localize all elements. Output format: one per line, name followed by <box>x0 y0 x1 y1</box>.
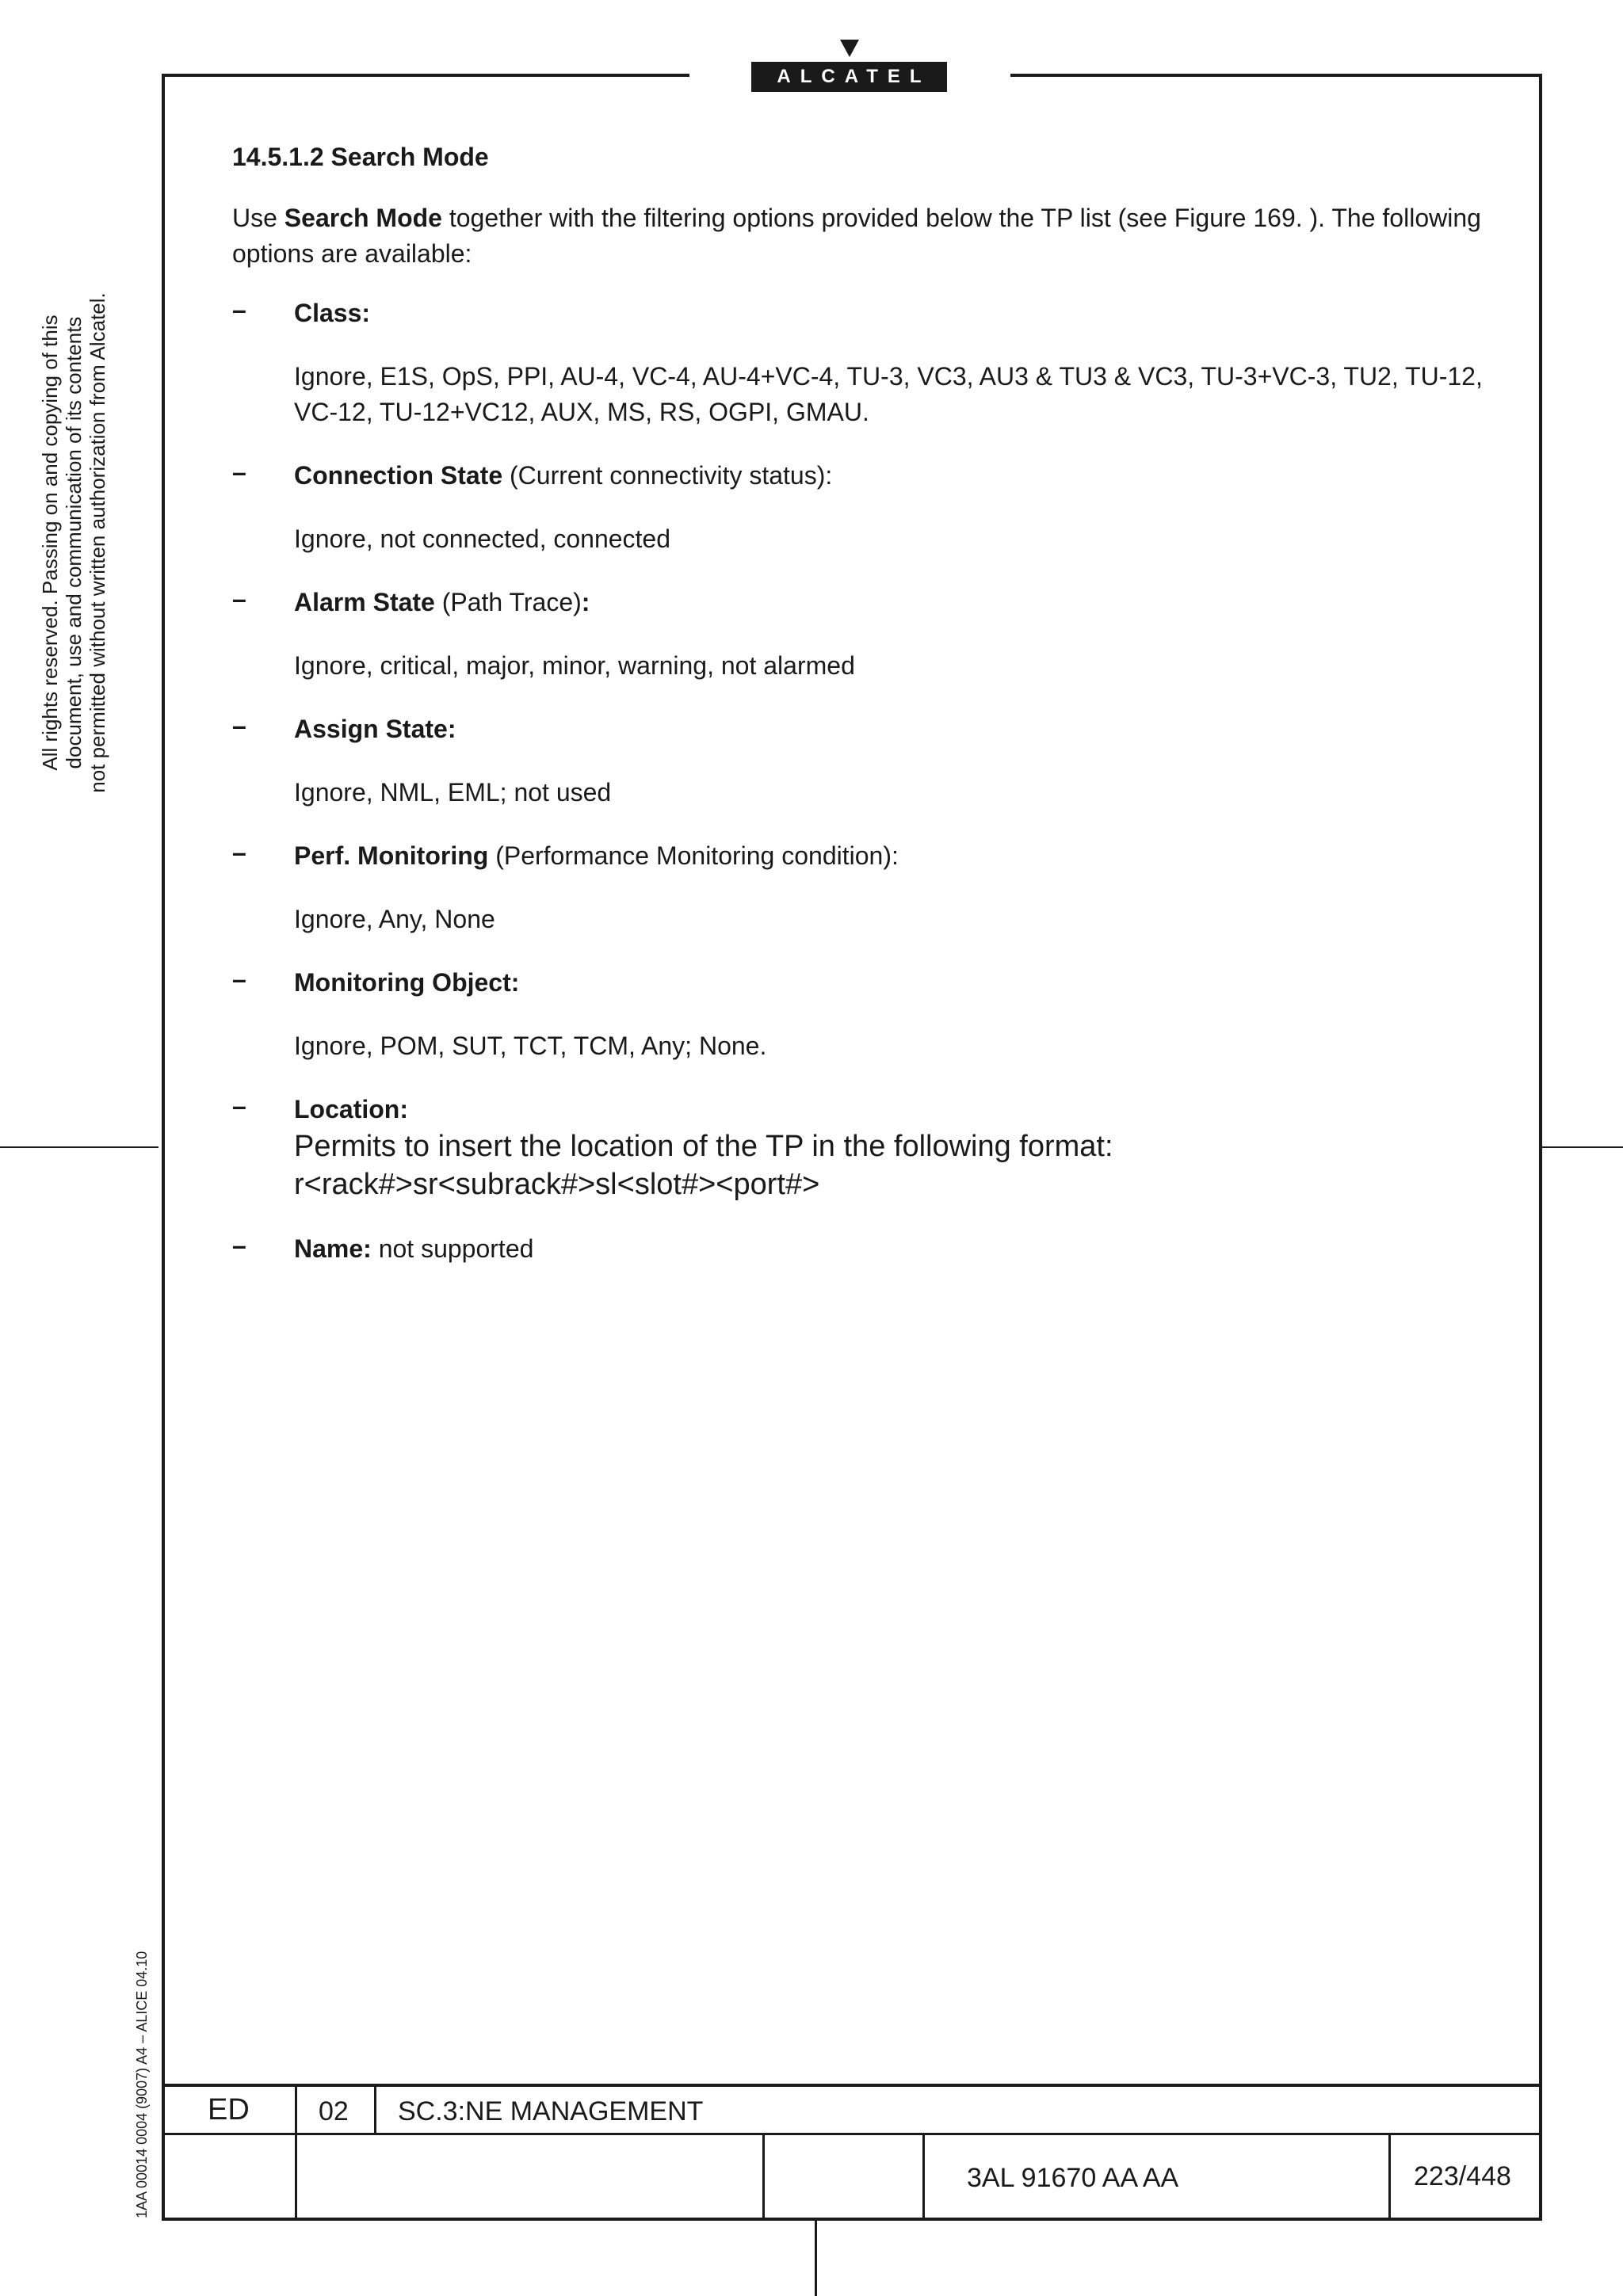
item-label-rest: (Path Trace) <box>434 588 582 616</box>
intro-paragraph <box>232 200 1484 272</box>
footer-doc-code: 3AL 91670 AA AA <box>967 2163 1179 2193</box>
section-heading: 14.5.1.2 Search Mode <box>232 143 489 171</box>
item-label-bold: Connection State <box>294 461 503 490</box>
item-value-line-2: r<rack#>sr<subrack#>sl<slot#><port#> <box>294 1168 820 1201</box>
item-value: Ignore, NML, EML; not used <box>294 778 612 807</box>
intro-prefix: Use <box>232 204 285 232</box>
item-label <box>294 296 1484 331</box>
footer-edition: 02 <box>319 2096 349 2126</box>
item-label-bold: Location: <box>294 1095 408 1123</box>
form-code: 1AA 00014 0004 (9007) A4 – ALICE 04.10 <box>134 1951 150 2218</box>
list-dash: – <box>232 711 246 740</box>
footer-divider <box>374 2084 376 2133</box>
list-item-alarm-state <box>232 585 1484 684</box>
footer-mid-rule <box>162 2133 1542 2135</box>
fold-mark-bottom <box>815 2221 817 2296</box>
intro-suffix: together with the filtering options provided below the TP list (see Figure 169. ). The following options are available: <box>232 204 1481 268</box>
item-value: Ignore, Any, None <box>294 905 495 933</box>
footer-divider <box>762 2133 765 2221</box>
list-item-perf-monitoring <box>232 838 1484 937</box>
item-label-bold: Perf. Monitoring <box>294 841 489 870</box>
footer-ed-label: ED <box>208 2093 250 2126</box>
footer-table <box>162 2084 1542 2221</box>
list-dash: – <box>232 838 246 867</box>
footer-section-title: SC.3:NE MANAGEMENT <box>398 2096 704 2126</box>
logo-triangle-icon <box>840 40 859 57</box>
fold-mark-left <box>0 1146 158 1148</box>
item-value: Ignore, not connected, connected <box>294 524 671 553</box>
list-dash: – <box>232 1231 246 1260</box>
item-label-rest: not supported <box>371 1234 534 1263</box>
list-item-name <box>232 1231 1484 1267</box>
copyright-line-1: All rights reserved. Passing on and copying of this <box>38 315 62 771</box>
footer-top-rule <box>162 2084 1542 2087</box>
intro-bold: Search Mode <box>284 204 442 232</box>
list-dash: – <box>232 458 246 486</box>
item-label-rest: (Performance Monitoring condition): <box>488 841 899 870</box>
item-label-bold: Class: <box>294 299 371 327</box>
item-value-line-1: Permits to insert the location of the TP in the following format: <box>294 1130 1113 1163</box>
item-label-bold: Name: <box>294 1234 372 1263</box>
copyright-line-2: document, use and communication of its contents <box>62 316 86 769</box>
list-dash: – <box>232 585 246 613</box>
list-dash: – <box>232 965 246 994</box>
list-item-connection-state <box>232 458 1484 557</box>
list-item-assign-state <box>232 711 1484 810</box>
footer-page-number: 223/448 <box>1414 2161 1511 2191</box>
list-item-class <box>232 296 1484 430</box>
item-label <box>294 458 1484 494</box>
item-value: Ignore, critical, major, minor, warning, not alarmed <box>294 651 855 680</box>
item-label <box>294 838 1484 874</box>
item-value: Ignore, POM, SUT, TCT, TCM, Any; None. <box>294 1032 767 1060</box>
list-item-location <box>232 1092 1484 1203</box>
item-label-bold: Alarm State <box>294 588 435 616</box>
copyright-line-3: not permitted without written authorization from Alcatel. <box>86 292 109 793</box>
alcatel-logo <box>751 40 947 92</box>
item-label <box>294 965 1484 1001</box>
list-dash: – <box>232 296 246 324</box>
item-value: Ignore, E1S, OpS, PPI, AU-4, VC-4, AU-4+VC-4, TU-3, VC3, AU3 & TU3 & VC3, TU-3+VC-3, TU2, TU-12, VC-12, TU-12+VC12, AUX, MS, RS, OGPI, GMAU. <box>294 362 1483 426</box>
footer-divider <box>922 2133 925 2221</box>
list-dash: – <box>232 1092 246 1120</box>
item-label-bold: Assign State: <box>294 715 456 743</box>
item-label-tail: : <box>581 588 590 616</box>
item-label <box>294 1092 1484 1127</box>
footer-divider <box>295 2084 297 2221</box>
main-content <box>232 143 1484 1295</box>
fold-mark-right <box>1542 1146 1623 1148</box>
item-label <box>294 711 1484 747</box>
list-item-monitoring-object <box>232 965 1484 1064</box>
footer-divider <box>1388 2133 1391 2221</box>
item-label-bold: Monitoring Object: <box>294 968 520 997</box>
item-label-rest: (Current connectivity status): <box>502 461 833 490</box>
item-label <box>294 1231 1484 1267</box>
item-label <box>294 585 1484 620</box>
logo-text: ALCATEL <box>751 62 947 92</box>
copyright-note <box>38 281 109 804</box>
